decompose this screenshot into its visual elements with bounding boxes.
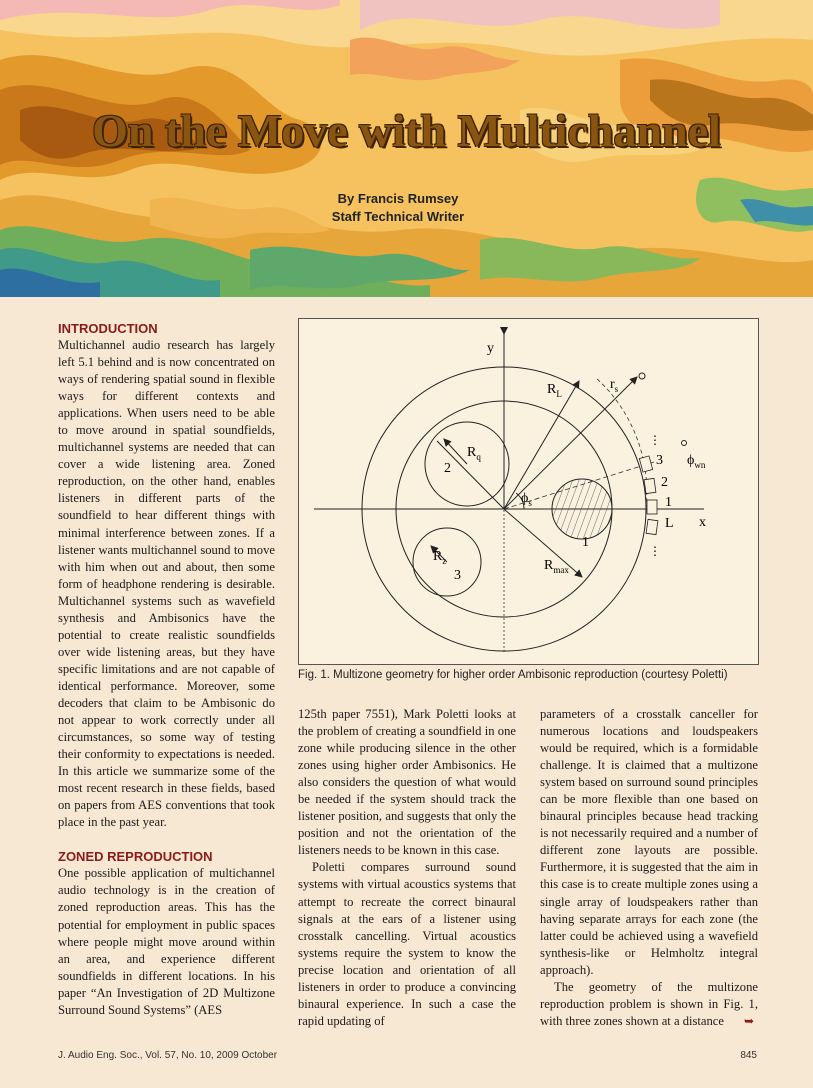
label-rmax: $R_{max}$ [544,558,569,575]
label-rq: $R_q$ [467,445,481,462]
label-phi-s: $\phi_s$ [521,491,532,508]
label-x: x [699,515,706,530]
byline-role: Staff Technical Writer [331,209,465,224]
speaker-dots-top: ⋮ [649,433,661,447]
section-heading-introduction: INTRODUCTION [58,321,158,336]
paragraph-3: The geometry of the multizone reproduction problem is shown in Fig. 1, with three zones shown at a distance ➥ [540,979,758,1030]
continued-arrow-icon: ➥ [743,1013,755,1028]
figure-caption: Fig. 1. Multizone geometry for higher order Ambisonic reproduction (courtesy Poletti) [298,669,728,681]
label-phi-wn: $\phi_{wn}$ [687,453,706,470]
multizone-geometry-diagram [299,319,758,664]
footer-page-number: 845 [740,1050,757,1061]
label-zone-2: 2 [444,461,451,476]
header-banner [0,0,813,297]
label-rs: $r_s$ [610,377,619,394]
column-left [58,320,275,1019]
zoned-paragraph-part-2: 125th paper 7551), Mark Poletti looks at the problem of creating a soundfield in one zone while producing silence in the other zones using higher order Ambisonics. He also considers the question of what would be needed if the system should track the listener position, and suggests that only the position and not the orientation of the listeners needs to be known in this case. [298,707,516,858]
paragraph-2-part-1: Poletti compares surround sound systems with virtual acoustics systems that attempt to recreate the correct binaural signals at the ears of a listener using crosstalk cancelling. Virtual acoustics systems require the system to know the precise location and orientation of all listeners in order to produce a convincing binaural experience. In such a case the rapid updating of [298,860,516,1028]
article-title: On the Move with Multichannel [92,105,721,156]
label-speaker-2: 2 [661,475,668,490]
loudspeaker-L [646,519,658,534]
label-zone-3: 3 [454,568,461,583]
label-speaker-3: 3 [656,453,663,468]
section-heading-zoned-reproduction: ZONED REPRODUCTION [58,849,213,865]
loudspeaker-1 [647,500,657,514]
label-zone-1: 1 [582,535,589,550]
byline-author: By Francis Rumsey [337,191,459,206]
speaker-dots-bottom: ⋮ [649,544,661,558]
column-middle [298,706,516,1030]
byline [0,190,796,226]
zoned-paragraph-part-1: One possible application of multichannel audio technology is in the creation of zoned reproduction areas. This has the potential for employment in public spaces where people might move around within an area, and experience different soundfields in different locations. In his paper “An Investigation of 2D Multizone Surround Sound Systems” (AES [58,866,275,1017]
footer-journal: J. Audio Eng. Soc., Vol. 57, No. 10, 2009 October [58,1050,278,1061]
source-point [639,373,645,379]
label-y: y [487,341,494,356]
column-right [540,706,758,1030]
paragraph-2-part-2: parameters of a crosstalk canceller for numerous locations and loudspeakers would be required, which is a formidable challenge. It is claimed that a multizone system based on surround sound principles can be more flexible than one based on binaural principles because head tracking is not necessarily required and a number of different zone layouts are possible. Furthermore, it is suggested that the aim in this case is to create multiple zones using a single array of loudspeakers rather than having separate arrays for each zone (the latter could be achieved using a wavefield synthesis-like or Helmholtz integral approach). [540,707,758,977]
label-speaker-1: 1 [665,495,672,510]
label-speaker-L: L [665,516,674,531]
figure-1 [298,318,759,665]
loudspeaker-2 [644,478,656,493]
intro-paragraph: Multichannel audio research has largely left 5.1 behind and is now concentrated on ways of rendering spatial sound in flexible ways for different contexts and applications. When users need to be able to move around in spatial soundfields, multichannel systems are needed that can cover a wide listening area. Zoned reproduction, on the other hand, enables listeners in different parts of the soundfield to hear different things with minimal interference between zones. If a listener wants multichannel sound to move with him when out and about, then some form of headphone rendering is desirable. Multichannel systems such as wavefield synthesis and Ambisonics have the potential to create realistic soundfields over wide listening areas, but they have specific limitations and are not capable of identical performance. Moreover, some decoders that claim to be Ambisonic do not appear to work correctly under all circumstances, so some way of testing their conformity to expectations is needed. In this article we summarize some of the most recent research in these fields, based on papers from AES conventions that took place in the past year. [58,338,275,830]
label-rz: $R_z$ [433,549,447,566]
zone-1-circle [552,479,612,539]
loudspeaker-3 [639,456,652,472]
wn-point [682,441,687,446]
label-rl: $R_L$ [547,382,562,399]
